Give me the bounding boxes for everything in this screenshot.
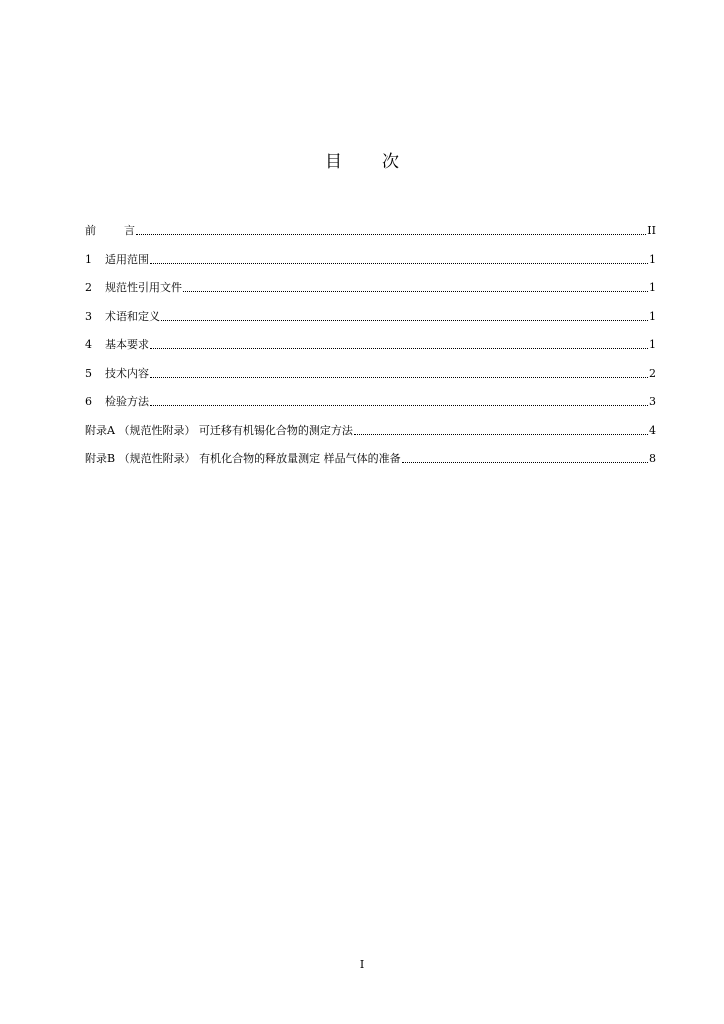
toc-section-number: 1 (85, 252, 92, 266)
toc-preface-char-1: 前 (85, 224, 96, 237)
toc-entry-3[interactable] (85, 306, 656, 324)
toc-entry-label: 基本要求 (105, 338, 149, 351)
toc-page-number: 1 (649, 281, 656, 294)
toc-page-number: 1 (649, 338, 656, 351)
toc-section-number: 4 (85, 338, 92, 351)
dot-leader (150, 377, 648, 378)
toc-entry-label: 规范性引用文件 (105, 281, 182, 294)
dot-leader (354, 434, 648, 435)
title-char-2: 次 (382, 152, 399, 172)
toc-section-number: 3 (85, 309, 92, 323)
toc-preface-char-2: 言 (124, 224, 135, 237)
toc-entry-label: 附录A （规范性附录） 可迁移有机锡化合物的测定方法 (85, 423, 353, 437)
dot-leader (150, 348, 648, 349)
toc-section-number: 6 (85, 395, 92, 408)
dot-leader (402, 462, 648, 463)
toc-page-number: 2 (649, 366, 656, 380)
toc-entry-appendix-a[interactable] (85, 420, 656, 438)
toc-page-number: 8 (649, 452, 656, 465)
dot-leader (150, 263, 648, 264)
toc-entry-label: 适用范围 (105, 252, 149, 266)
toc-page-number: II (647, 224, 656, 237)
toc-page-number: 1 (649, 252, 656, 266)
toc-entry-5[interactable] (85, 363, 656, 381)
toc-entry-label: 术语和定义 (105, 309, 160, 323)
dot-leader (161, 320, 648, 321)
page-title (0, 147, 724, 172)
toc-page-number: 3 (649, 395, 656, 408)
toc-entry-1[interactable] (85, 249, 656, 267)
toc-entry-label: 检验方法 (105, 395, 149, 408)
dot-leader (183, 291, 648, 292)
toc-entry-appendix-b[interactable] (85, 448, 656, 466)
toc-page-number: 1 (649, 309, 656, 323)
page-number: I (359, 958, 365, 971)
title-char-1: 目 (325, 152, 342, 172)
toc-entry-4[interactable] (85, 334, 656, 352)
toc-section-number: 2 (85, 281, 92, 294)
toc-entry-label: 技术内容 (105, 366, 149, 380)
toc-section-number: 5 (85, 366, 92, 380)
toc-entry-preface[interactable] (85, 220, 656, 238)
toc-entry-2[interactable] (85, 277, 656, 295)
dot-leader (136, 234, 646, 235)
dot-leader (150, 405, 648, 406)
toc-entry-6[interactable] (85, 391, 656, 409)
toc-page-number: 4 (649, 423, 656, 437)
toc-entry-label: 附录B （规范性附录） 有机化合物的释放量测定 样品气体的准备 (85, 452, 401, 465)
